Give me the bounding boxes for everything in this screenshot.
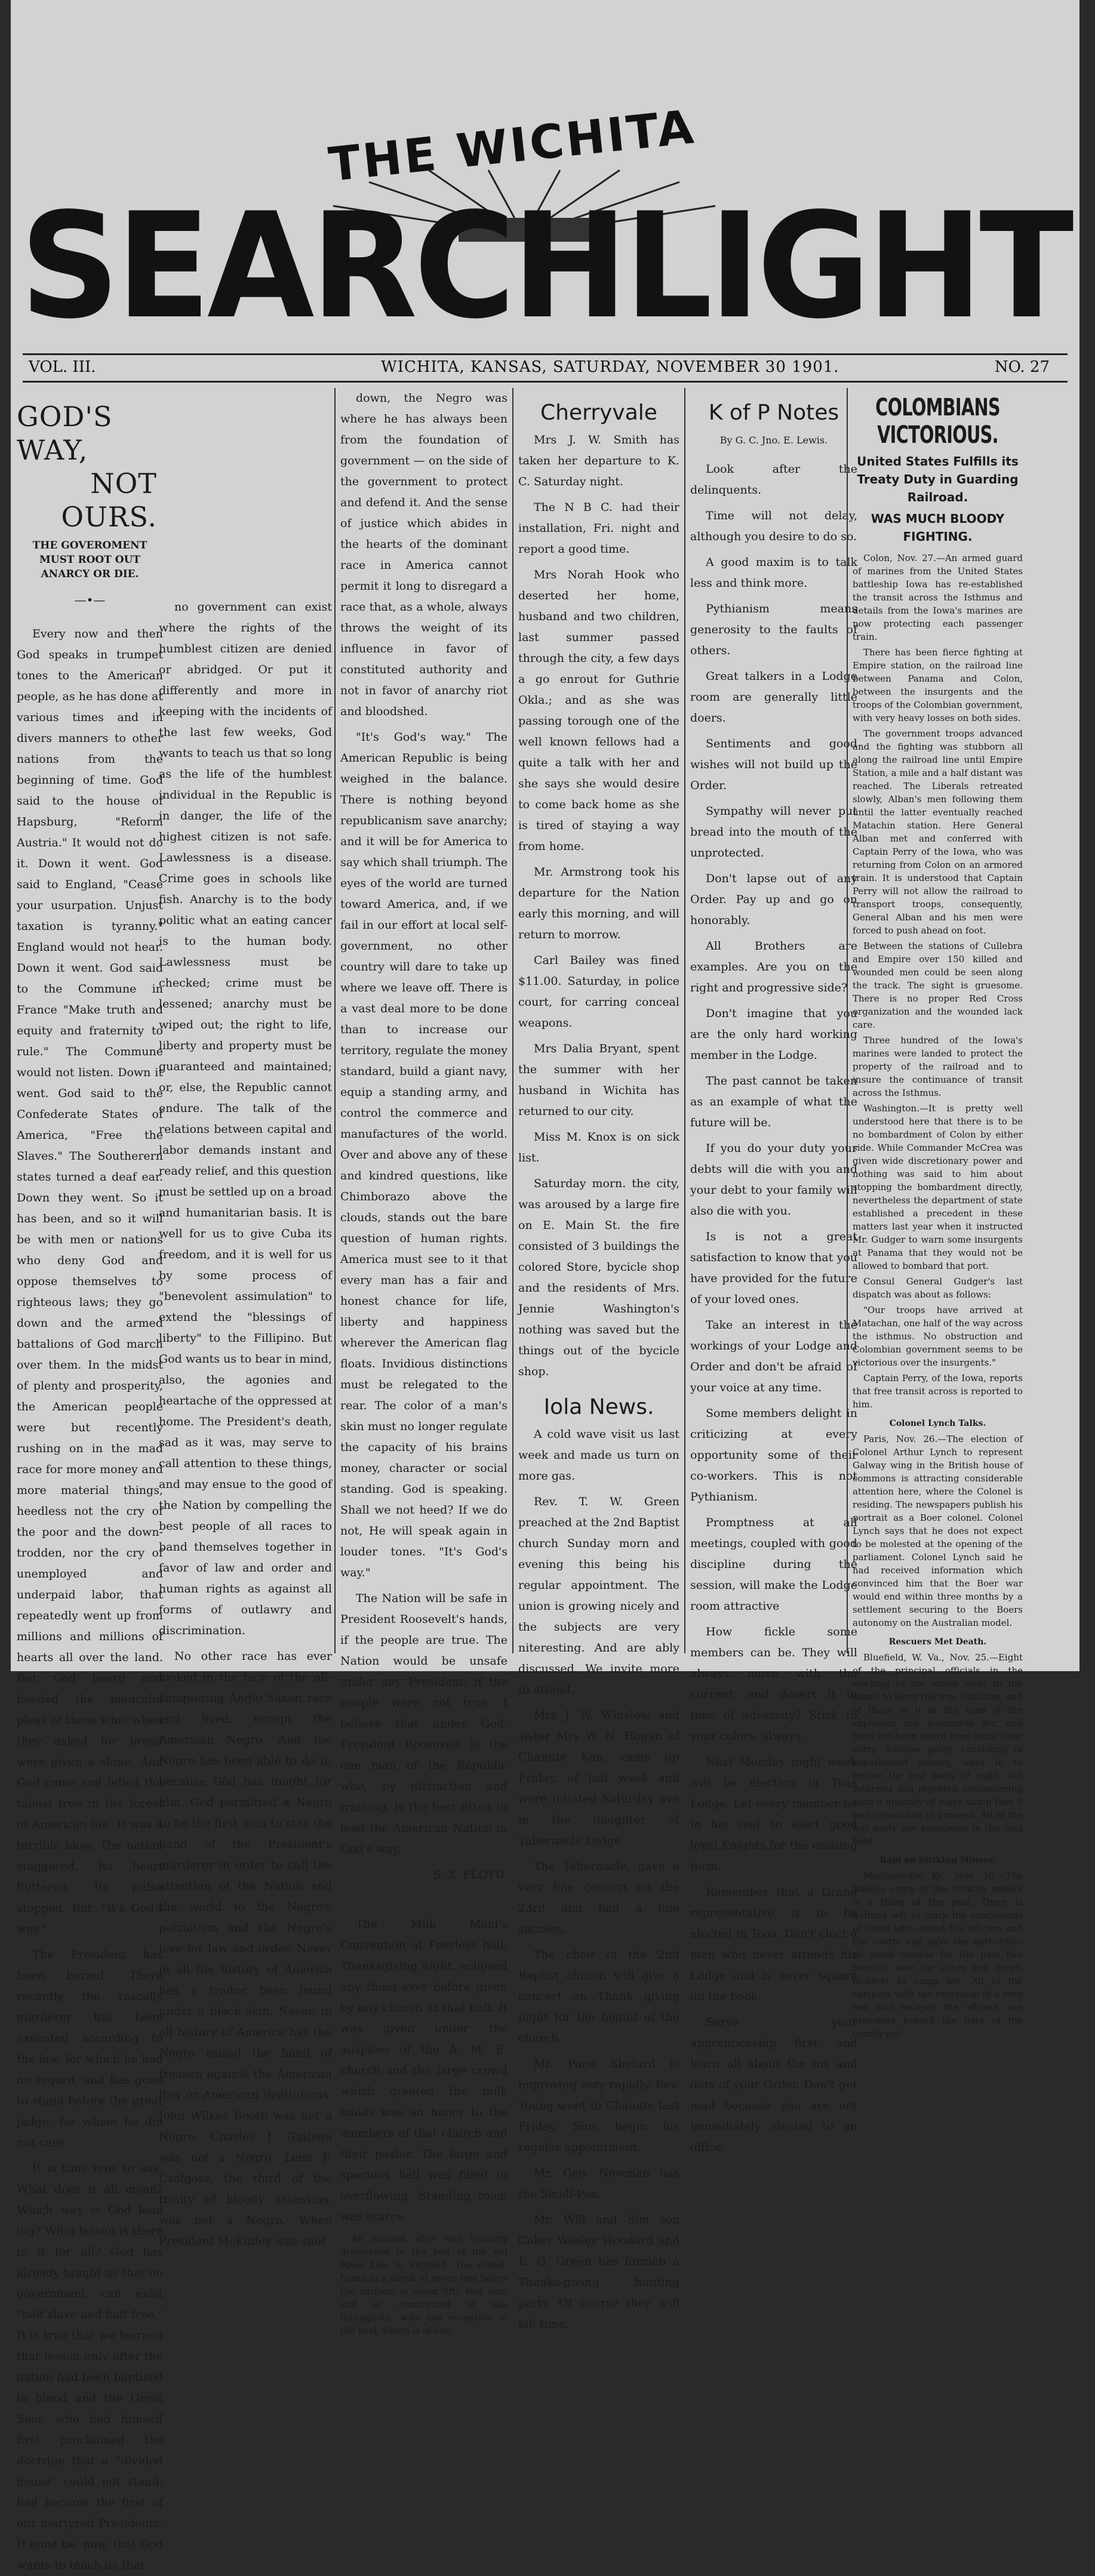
volume-number: VOL. III. bbox=[29, 358, 96, 376]
paragraph: "It's God's way." The American Republic is being weighed in the balance. There is nothing beyond republicanism save anarchy; and it will be for America to say which shall triumph. The eyes of the world are turned toward America, and, if we fail in our effort at local self-government, no other country will dare to take up where we leave off. There is a vast deal more to be done than to increase our territory, regulate the money standard, build a giant navy, equip a standing army, and control the commerce and manufactures of the world. Over and above any of these and kindred questions, like Chimborazo above the clouds, stands out the bare question of human rights. America must see to it that every man has a fair and honest chance for life, liberty and happiness wherever the American flag floats. Invidious distinctions must be relegated to the rear. The color of a man's skin must no longer regulate the capacity of his brains money, character or social standing. God is speaking. Shall we not heed? If we do not, He will speak again in louder tones. "It's God's way." bbox=[340, 731, 507, 1579]
paragraph: Mrs Dalia Bryant, spent the summer with her husband in Wichita has returned to our city. bbox=[518, 1042, 679, 1118]
paragraph: No other race has ever looked in the face of the all-conquering Anglo Saxon race and lived, except the American Negro. And the Negro has been able to do it, because God has fought for him. God permitted a Negro to be the first man to stay the hand of the President's murderer in order to call the attention of the Nation and the world to the Negro's patriotism and the Negro's love for law and order. Never in all the history of America has a traitor been found under a black skin. Never, in all history of America has the Negro raised the hand of treason against the American flag or American institutions. John Wilkes Booth was not a Negro. Charles J. Guiteau was not a Negro. Leon F. Czolgosz, the third of the trinity of bloody assassins, was not a Negro. When President McKinley was shot bbox=[159, 1650, 332, 2248]
paragraph: Sentiments and good wishes will not build up the Order. bbox=[690, 737, 857, 792]
signature: S. X. FLOYD. bbox=[433, 1868, 507, 1881]
paragraph: Next Monday night week will be election in Toas Lodge. Let every member be in his seat to elect good loyal Knights for the ensuing term. bbox=[690, 1755, 857, 1873]
headline-not-ours: NOT OURS. bbox=[61, 467, 157, 533]
paragraph: The President has been buried. There recently the rascally murderer has been executed according to the law, for which he had no regard, and has gone to stand before the great judge, for whom he did not care. bbox=[17, 1948, 163, 2149]
paragraph: Time will not delay, although you desire to do so. bbox=[690, 509, 857, 543]
paragraph: Great talkers in a Lodge room are generally little doers. bbox=[690, 670, 857, 725]
paragraph: An ancient ship was recently discovered in the bed of the old River Lea, in England. The vessel, found at a depth of seven feet below the surface, is about fifty feet long and is constructed of oak throughout, with the exception of the keel, which is of elm. bbox=[340, 2233, 507, 2336]
paragraph: Consul General Gudger's last dispatch was about as follows: bbox=[853, 1276, 1023, 1300]
paragraph: no government can exist where the rights of the humblest citizen are denied or abridged. Or put it differently and more in keeping with the incidents of the last few weeks, God wants to teach us that so long as the life of the humblest individual in the Republic is in danger, the life of the highest citizen is not safe. Lawlessness is a disease. Crime goes in schools like fish. Anarchy is to the body politic what an eating cancer is to the human body. Lawlessness must be checked; crime must be lessened; anarchy must be wiped out; the right to life, liberty and property must be guaranteed and maintained; or, else, the Republic cannot endure. The talk of the relations between capital and labor demands instant and ready relief, and this question must be settled up on a broad and humanitarian basis. It is well for us to give Cuba its freedom, and it is well for us by some process of "benevolent assimulation" to extend the "blessings of liberty" to the Fillipino. But God wants us to bear in mind, also, the agonies and heartache of the oppressed at home. The President's death, sad as it was, may serve to call attention to these things, and may ensue to the good of the Nation by compelling the best people of all races to band themselves together in favor of law and order and human rights as against all forms of outlawry and discrimination. bbox=[159, 600, 332, 1637]
column-4 bbox=[518, 388, 679, 2331]
paragraph: How fickle some members can be. They will always move with the current, and desert it in time of adversity? Stick to your colors, always. bbox=[690, 1625, 857, 1743]
paragraph: The government troops advanced and the fighting was stubborn all along the railroad line until Empire Station, a mile and a half distant was reached. The Liberals retreated slowly, Alban's men following them until the latter eventually reached Matachin station. Here General Alban met and conferred with Captain Perry of the Iowa, who was returning from Colon on an armored train. It is understood that Captain Perry will not allow the railroad to transport troops, consequently, General Alban and his men were forced to push ahead on foot. bbox=[853, 728, 1023, 936]
masthead-title: SEARCHLIGHT bbox=[20, 181, 1071, 351]
paragraph: Captain Perry, of the Iowa, reports that free transit across is reported to him. bbox=[853, 1373, 1023, 1410]
subhead-raid: Raid on Striking Miners. bbox=[879, 1856, 996, 1865]
paragraph: Paris, Nov. 26.—The election of Colonel Arthur Lynch to represent Galway wing in the British house of commons is attracting considerable attention here, where the Colonel is residing. The newspapers publish his portrait as a Boer colonel. Colonel Lynch says that he does not expect to be molested at the opening of the parliament. Colonel Lynch said he had received information which convinced him that the Boer war would end within three months by a settlement securing to the Boers autonomy on the Australian model. bbox=[853, 1434, 1023, 1628]
column-1 bbox=[17, 388, 163, 2572]
paragraph: A good maxim is to talk less and think more. bbox=[690, 556, 857, 590]
paragraph: Remember that a Grand representative is to be elected in Toas. Don't elect a man who never attends his Lodge and is never square on the book. bbox=[690, 1885, 857, 2003]
paragraph: Mr. Armstrong took his departure for the Nation early this morning, and will return to morrow. bbox=[518, 865, 679, 941]
paragraph: The past cannot be taken as an example of what the future will be. bbox=[690, 1074, 857, 1129]
paragraph: There has been fierce fighting at Empire station, on the railroad line between Panama and Colon, between the insurgents and the troops of the Colombian government, with very heavy losses on both sides. bbox=[853, 647, 1023, 723]
section-title-cherryvale: Cherryvale bbox=[540, 400, 657, 425]
paragraph: Look after the delinquents. bbox=[690, 463, 857, 497]
paragraph: Saturday morn. the city, was aroused by a large fire on E. Main St. the fire consisted of 3 buildings the colored Store, bycicle shop and the residents of Mrs. Jennie Washington's nothing was saved but the things out of the bycicle shop. bbox=[518, 1177, 679, 1378]
paragraph: Mrs Norah Hook who deserted her home, husband and two children, last summer passed through the city, a few days a go enrout for Guthrie Okla.; and as she was passing torough one of the well known fellows had a quite a talk with her and she says she would desire to come back home as she is tired of staying a way from home. bbox=[518, 568, 679, 853]
paragraph: The Milk Maid's Convention at Peerless hall, Thanksgiving night, eclipsed any thing ever before given by any church at that hall. It was given under the auspices of the A. M. E. church and the large crowd which greeted the milk maids was an honor to the members of that church and their pastor. The large and spacious hall was filled to overflowing. Standing room was scarce. bbox=[340, 1918, 507, 2223]
paragraph: Between the stations of Cullebra and Empire over 150 killed and wounded men could be seen along the track. The sight is gruesome. There is no proper Red Cross organization and the wounded lack care. bbox=[853, 941, 1023, 1030]
subhead-treaty: United States Fulfills its Treaty Duty in Guarding Railroad. bbox=[857, 454, 1019, 504]
paragraph: The choir of the 2nd Baptist church will give a concert on Thank giving night for the benifit of the church. bbox=[518, 1948, 679, 2045]
subhead-rescuers: Rescuers Met Death. bbox=[888, 1637, 987, 1647]
paragraph: Mrs J. W. Smith has taken her departure to K. C. Saturday night. bbox=[518, 433, 679, 488]
paragraph: Take an interest in the workings of your Lodge and Order and don't be afraid of your voice at any time. bbox=[690, 1318, 857, 1394]
newspaper-page bbox=[11, 0, 1079, 2572]
dateline bbox=[23, 358, 1068, 380]
paragraph: All Brothers are examples. Are you on the right and progressive side? bbox=[690, 939, 857, 994]
paragraph: Washington.—It is pretty well understood here that there is to be no bombardment of Colon by either side. While Commander McCrea was given wide discretionary power and nothing was said to him about stopping the bombardment directly, nevertheless the department of state established a precedent in these matters last year when it instructed Mr. Gudger to warn some insurgents at Panama that they would not be allowed to bombard that port. bbox=[853, 1103, 1023, 1271]
article-subhead: THE GOVEROMENT MUST ROOT OUT ANARCY OR DIE. bbox=[32, 540, 147, 580]
section-title-k-of-p-notes: K of P Notes bbox=[708, 400, 839, 425]
issue-date: WICHITA, KANSAS, SATURDAY, NOVEMBER 30 1901. bbox=[381, 358, 839, 376]
masthead-top-line: THE WICHITA bbox=[326, 100, 699, 193]
column-3 bbox=[340, 388, 507, 2336]
subhead-bloody-fighting: WAS MUCH BLOODY FIGHTING. bbox=[871, 511, 1005, 544]
divider: —•— bbox=[74, 593, 106, 607]
headline-colombians-victorious: COLOMBIANS VICTORIOUS. bbox=[875, 394, 1000, 449]
dateline-rule bbox=[23, 381, 1068, 383]
paragraph: Mr. Geo. Newman has the Small-Pox. bbox=[518, 2167, 679, 2201]
paragraph: Three hundred of the Iowa's marines were landed to protect the property of the railroad and to insure the continuance of transit across the Isthmus. bbox=[853, 1035, 1023, 1098]
paragraph: Mr. Pane Shefard is improving very rapidly. Rev. Young went to Chanute last Friday. Sun. begin his regular appointment. bbox=[518, 2057, 679, 2154]
column-rule bbox=[684, 388, 685, 1653]
paragraph: Is is not a great satisfaction to know that you have provided for the future of your loved ones. bbox=[690, 1230, 857, 1306]
headline-gods-way: GOD'S WAY, bbox=[17, 400, 113, 466]
paragraph: Colon, Nov. 27.—An armed guard of marines from the United States battleship Iowa has re-established the transit across the Isthmus and details from the Iowa's marines are now protecting each passenger train. bbox=[853, 553, 1023, 642]
paragraph: Miss M. Knox is on sick list. bbox=[518, 1130, 679, 1164]
paragraph: Some members delight in criticizing at every opportunity some of their co-workers. This is not Pythianism. bbox=[690, 1407, 857, 1503]
paragraph: Every now and then God speaks in trumpet tones to the American people, as he has done at various times and in divers manners to other nations from the beginning of time. God said to the house of Hapsburg, "Reform Austria." It would not do it. Down it went. God said to England, "Cease your usurpation. Unjust taxation is tyranny." England would not hear. Down it went. God said to the Commune in France "Make truth and equity and fraternity to rule." The Commune would not listen. Down it went. God said to the Confederate States of America, "Free the Slaves." The Southerern states turned a deaf ear. Down they went. So it has been, and so it will be with men or nations who deny God and oppose themselves to righteous laws; they go down and the armed battalions of God march over them. In the midst of plenty and prosperity, the American people were but recently rushing on in the mad race for more money and more material things, heedless not the cry of the poor and the down-trodden, nor the cry of unemployed and underpaid labor, that repeatedly went up from millions and millions of hearts all over the land. But God heard and heeded the mournful pleas of those who, when they asked for bread were given a stone. And God came and felled the tallest tree in the forest of American life. It was a terrible blow. The nation staggered. Its heart fluttered. Its pulse stopped. But, "It's God's way." bbox=[17, 627, 163, 1936]
column-5 bbox=[690, 388, 857, 2154]
section-title-iola-news: Iola News. bbox=[543, 1395, 654, 1419]
masthead bbox=[11, 100, 1079, 358]
subhead-colonel-lynch: Colonel Lynch Talks. bbox=[889, 1419, 986, 1428]
column-6 bbox=[853, 388, 1023, 2039]
paragraph: Serve your apprenticeship first and learn all about the ins and outs of your Order. Don't get mad because you are not immediately elected to an office. bbox=[690, 2016, 857, 2154]
paragraph: The N B C. had their installation, Fri. night and report a good time. bbox=[518, 501, 679, 556]
paragraph: The Tabernacle, gave a very fine concert on the 23rd and had a fine success. bbox=[518, 1860, 679, 1936]
column-2 bbox=[159, 597, 332, 2248]
paragraph: down, the Negro was where he has always been from the foundation of government — on the side of the government to protect and defend it. And the sense of justice which abides in the hearts of the dominant race in America cannot permit it long to disregard a race that, as a whole, always throws the weight of its influence in favor of constituted authority and not in favor of anarchy riot and bloodshed. bbox=[340, 392, 507, 718]
column-rule bbox=[847, 388, 848, 1653]
paragraph: A cold wave visit us last week and made us turn on more gas. bbox=[518, 1428, 679, 1483]
paragraph: Madisonville, Ky., Nov. 26.—The famous camp of the striking miners is a thing of the past. There is nothing left to mark the rendezvous of those who defied the officers and the courts and gave the authorities so much trouble for the past two months, save the ashes and debris incident to camp life. All of the campers with the exception of a very few who escaped the officers, are prisoners behind the bars of the county jail bbox=[853, 1871, 1023, 2039]
paragraph: Don't imagine that you are the only hard working member in the Lodge. bbox=[690, 1007, 857, 1062]
paragraph: Mrs J. W. Winslow and sister Mrs W. N. Hogan of Chanute Kan. came up Friday, of last week and were intiated Saturday eve in the daughter of Tabernacle Lodge. bbox=[518, 1709, 679, 1847]
paragraph: Promptness at all meetings, coupled with good discipline during the session, will make the Lodge room attractive bbox=[690, 1516, 857, 1613]
paragraph: It is time now to ask, What does it all mean? Which way is God lead ing? What lesson is there in it for all? God has already taught us that no government can exist "half slave and half free." It is true that we learned that lesson only after the nation had been baptised in blood and the Great Seer, who had himself first proclaimed the doctrine that a "divided house" could not stand, had become the first of our martyred Presidents. It must be, now, that God wants to teach us that bbox=[17, 2162, 163, 2572]
paragraph: Carl Bailey was fined $11.00. Saturday, in police court, for carring conceal weapons. bbox=[518, 954, 679, 1030]
column-rule bbox=[334, 388, 336, 1653]
issue-number: NO. 27 bbox=[994, 358, 1050, 376]
paragraph: If you do your duty your debts will die with you and your debt to your family will also die with you. bbox=[690, 1142, 857, 1218]
paragraph: Bluefield, W. Va., Nov. 25.—Eight of the principal officials in the working of the mines went to the mines to learn the true situation, and of those in it at the time of the explosion not accounted for, and have not been heard from since their entry. Another party, consisting of experienced miners, went in to rescue the lost party of eight, but returned and reported encountering such a quantity of black damp that it was impossible to proceed. All of the lost party are prominent in the coal field. bbox=[853, 1652, 1023, 1847]
paragraph: Rev. T. W. Green preached at the 2nd Baptist church Sunday morn and evening this being his regular appointment. The union is growing nicely and the subjects are very niteresting. And are ably discussed. We invite more to attend. bbox=[518, 1495, 679, 1696]
paragraph: Mr. Will and Sim son Coker Wesley Woodard and E. G. Green has formeb a Thanks-giving hunting party. Of course they will kill time. bbox=[518, 2213, 679, 2331]
column-rule bbox=[512, 388, 513, 1653]
paragraph: Don't lapse out of any Order. Pay up and go on honorably. bbox=[690, 872, 857, 927]
masthead-rule bbox=[23, 353, 1068, 355]
paragraph: The Nation will be safe in President Roosevelt's hands, if the people are true. The Nation would be unsafe under any President, if the people were not true. I believe that under God, President Roosevelt is the one man of the Republic who, by distinction and training, is the best fitted to lead the American Nation in God's way. bbox=[340, 1592, 507, 1856]
paragraph: "Our troops have arrived at Matachan, one half of the way across the isthmus. No obstruction and Colombian government seems to be victorious over the insurgents." bbox=[853, 1305, 1023, 1368]
byline: By G. C. Jno. E. Lewis. bbox=[719, 435, 828, 446]
paragraph: Sympathy will never put bread into the mouth of the unprotected. bbox=[690, 805, 857, 859]
paragraph: Pythianism means generosity to the faults of others. bbox=[690, 602, 857, 657]
